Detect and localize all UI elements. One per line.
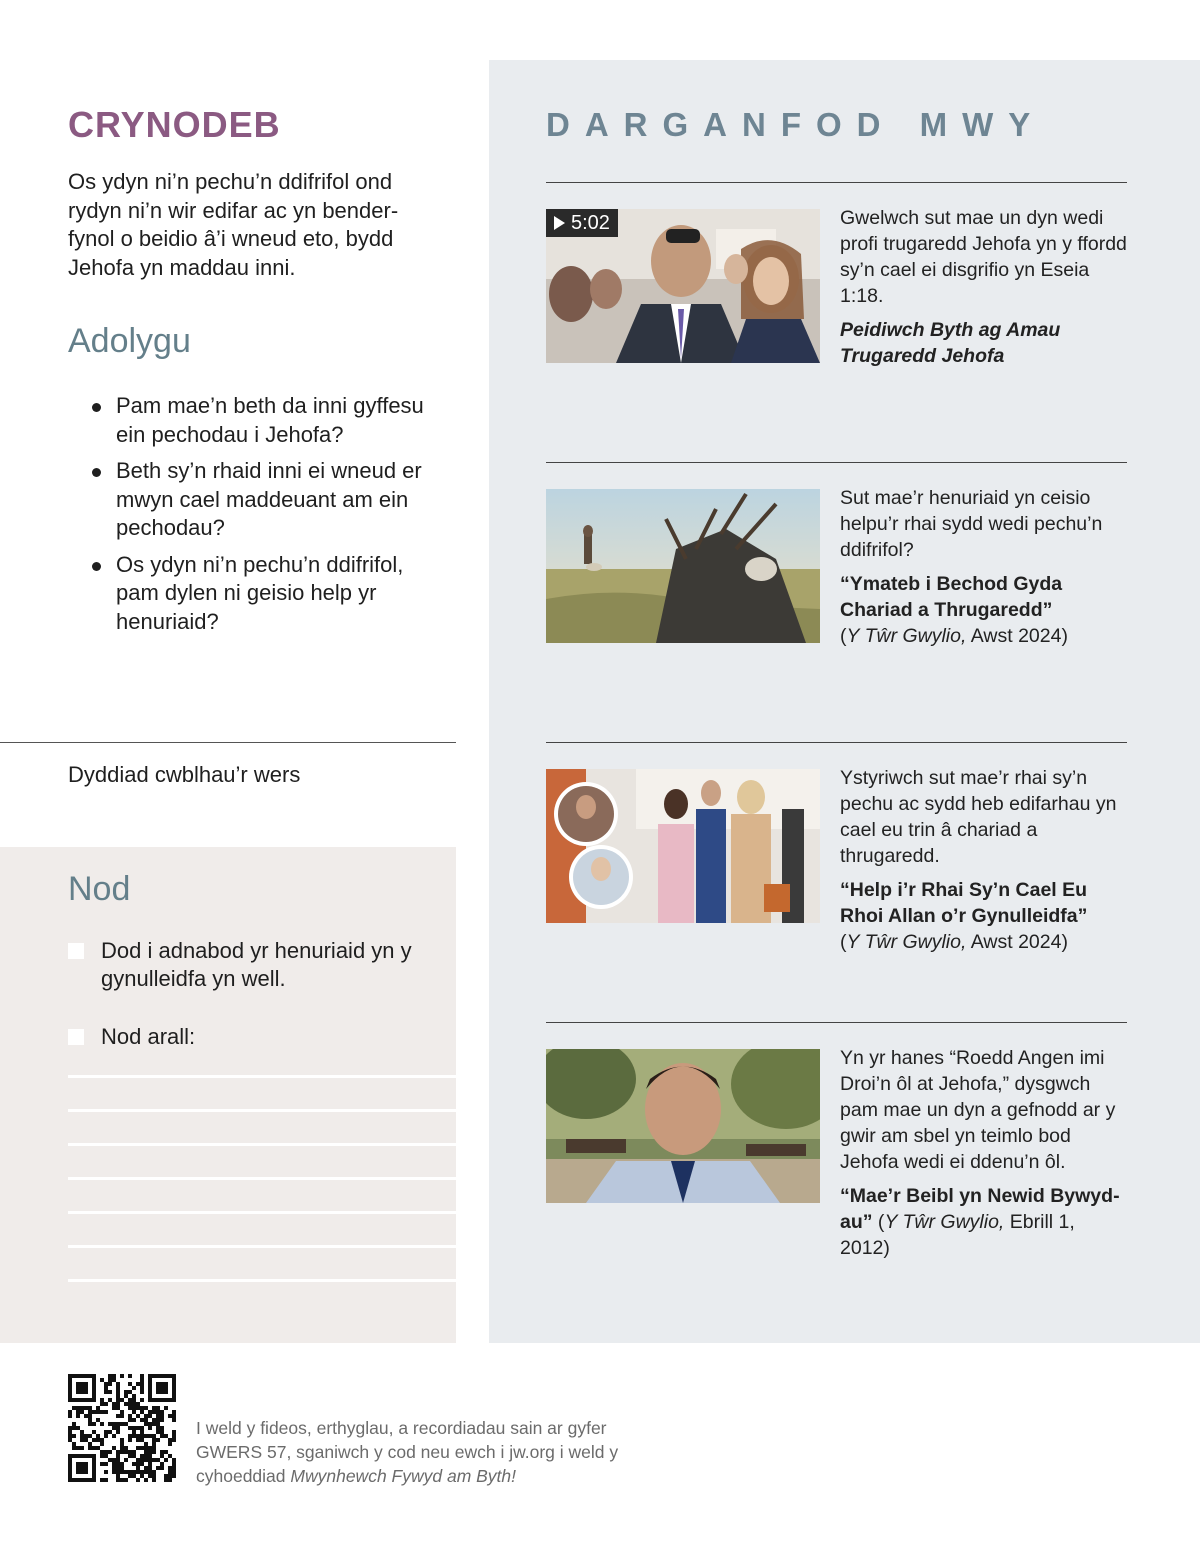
article-thumbnail[interactable] (546, 489, 820, 643)
divider (546, 462, 1127, 463)
goal-checkbox-2[interactable] (68, 1029, 84, 1045)
completion-date-label: Dyddiad cwblhau’r wers (68, 762, 301, 787)
resource-description: Gwelwch sut mae un dyn wedi profi trugaredd Jehofa yn y ffordd sy’n cael ei disgrifio yn Eseia 1:18. (840, 207, 1127, 307)
resource-description: Ystyriwch sut mae’r rhai sy’n pechu ac sydd heb edifarhau yn cael eu trin â chariad a thrugaredd. (840, 767, 1117, 867)
write-in-line[interactable] (68, 1245, 456, 1248)
summary-title: CRYNODEB (68, 104, 281, 145)
video-thumbnail[interactable] (546, 209, 820, 363)
resource-source: (Y Tŵr Gwylio, Awst 2024) (840, 931, 1068, 953)
review-question (92, 457, 452, 543)
goal-checkbox-1[interactable] (68, 943, 84, 959)
publication-name: Y Tŵr Gwylio, (846, 931, 967, 953)
discover-more-heading: DARGANFOD MWY (546, 106, 1046, 143)
footer-text: I weld y fideos, erthyglau, a recordiadau sain ar gyfer GWERS 57, sganiwch y cod neu ewch i jw.org i weld y cyhoeddiad (196, 1418, 619, 1486)
resource-citation: “Mae’r Beibl yn Newid Bywyd-au” (Y Tŵr Gwylio, Ebrill 1, 2012) (840, 1185, 1120, 1259)
footer-note (196, 1416, 656, 1488)
divider (546, 742, 1127, 743)
publication-date: Ebrill 1, 2012) (840, 1211, 1075, 1259)
article-thumbnail[interactable] (546, 1049, 820, 1203)
review-question (92, 392, 452, 449)
qr-code[interactable] (68, 1374, 176, 1482)
publication-date: Awst 2024) (966, 931, 1068, 953)
resource-source: (Y Tŵr Gwylio, Awst 2024) (840, 625, 1068, 647)
write-in-line[interactable] (68, 1211, 456, 1214)
resource-title-link[interactable]: “Mae’r Beibl yn Newid Bywyd-au” (840, 1185, 1120, 1233)
resource-description: Yn yr hanes “Roedd Angen imi Droi’n ôl at Jehofa,” dysgwch pam mae un dyn a gefnodd ar y gwir am sbel yn teimlo bod Jehofa wedi ei ddenu’n ôl. (840, 1047, 1116, 1173)
write-in-line[interactable] (68, 1075, 456, 1078)
review-heading: Adolygu (68, 322, 191, 360)
review-question-text: Beth sy’n rhaid inni ei wneud er mwyn cael maddeuant am ein pechodau? (116, 458, 422, 540)
resource-title-link[interactable]: Peidiwch Byth ag Amau Trugaredd Jehofa (840, 319, 1061, 367)
goal-item-text: Dod i adnabod yr henuriaid yn y gynulleidfa yn well. (101, 938, 412, 991)
article-thumbnail[interactable] (546, 769, 820, 923)
resource-item (840, 205, 1130, 369)
review-question-text: Os ydyn ni’n pechu’n ddifrifol, pam dylen ni geisio help yr henuriaid? (116, 551, 404, 634)
publication-title: Mwynhewch Fywyd am Byth! (290, 1466, 517, 1486)
review-question (92, 551, 452, 637)
goal-panel (0, 847, 456, 1343)
resource-description: Sut mae’r henuriaid yn ceisio helpu’r rhai sydd wedi pechu’n ddifrifol? (840, 487, 1103, 561)
review-question-text: Pam mae’n beth da inni gyffesu ein pechodau i Jehofa? (116, 393, 424, 447)
resource-item (840, 765, 1130, 955)
video-duration: 5:02 (571, 212, 610, 234)
resource-title-link[interactable]: “Ymateb i Bechod Gyda Chariad a Thrugaredd” (840, 573, 1063, 621)
bullet-icon (92, 562, 101, 571)
resource-item (840, 485, 1130, 649)
bullet-icon (92, 403, 101, 412)
qr-code-icon (68, 1374, 176, 1482)
shepherd-painting-icon (546, 489, 820, 643)
write-in-line[interactable] (68, 1279, 456, 1282)
man-portrait-icon (546, 1049, 820, 1203)
resource-title-link[interactable]: “Help i’r Rhai Sy’n Cael Eu Rhoi Allan o’r Gynulleidfa” (840, 879, 1088, 927)
summary-text: Os ydyn ni’n pechu’n ddifrifol ond rydyn ni’n wir edifar ac yn bender-fynol o beidio â’i wneud eto, bydd Jehofa yn maddau inni. (68, 169, 399, 280)
bullet-icon (92, 468, 101, 477)
play-icon (554, 216, 565, 230)
write-in-line[interactable] (68, 1177, 456, 1180)
congregation-welcome-icon (546, 769, 820, 923)
write-in-line[interactable] (68, 1109, 456, 1112)
publication-name: Y Tŵr Gwylio, (884, 1211, 1005, 1233)
divider (0, 742, 456, 743)
publication-date: Awst 2024) (966, 625, 1068, 647)
divider (546, 1022, 1127, 1023)
goal-heading: Nod (68, 870, 131, 908)
divider (546, 182, 1127, 183)
write-in-line[interactable] (68, 1143, 456, 1146)
publication-name: Y Tŵr Gwylio, (846, 625, 967, 647)
review-question-list (92, 392, 452, 644)
video-duration-badge (546, 209, 618, 237)
resource-item (840, 1045, 1130, 1261)
goal-item-text: Nod arall: (101, 1024, 196, 1049)
